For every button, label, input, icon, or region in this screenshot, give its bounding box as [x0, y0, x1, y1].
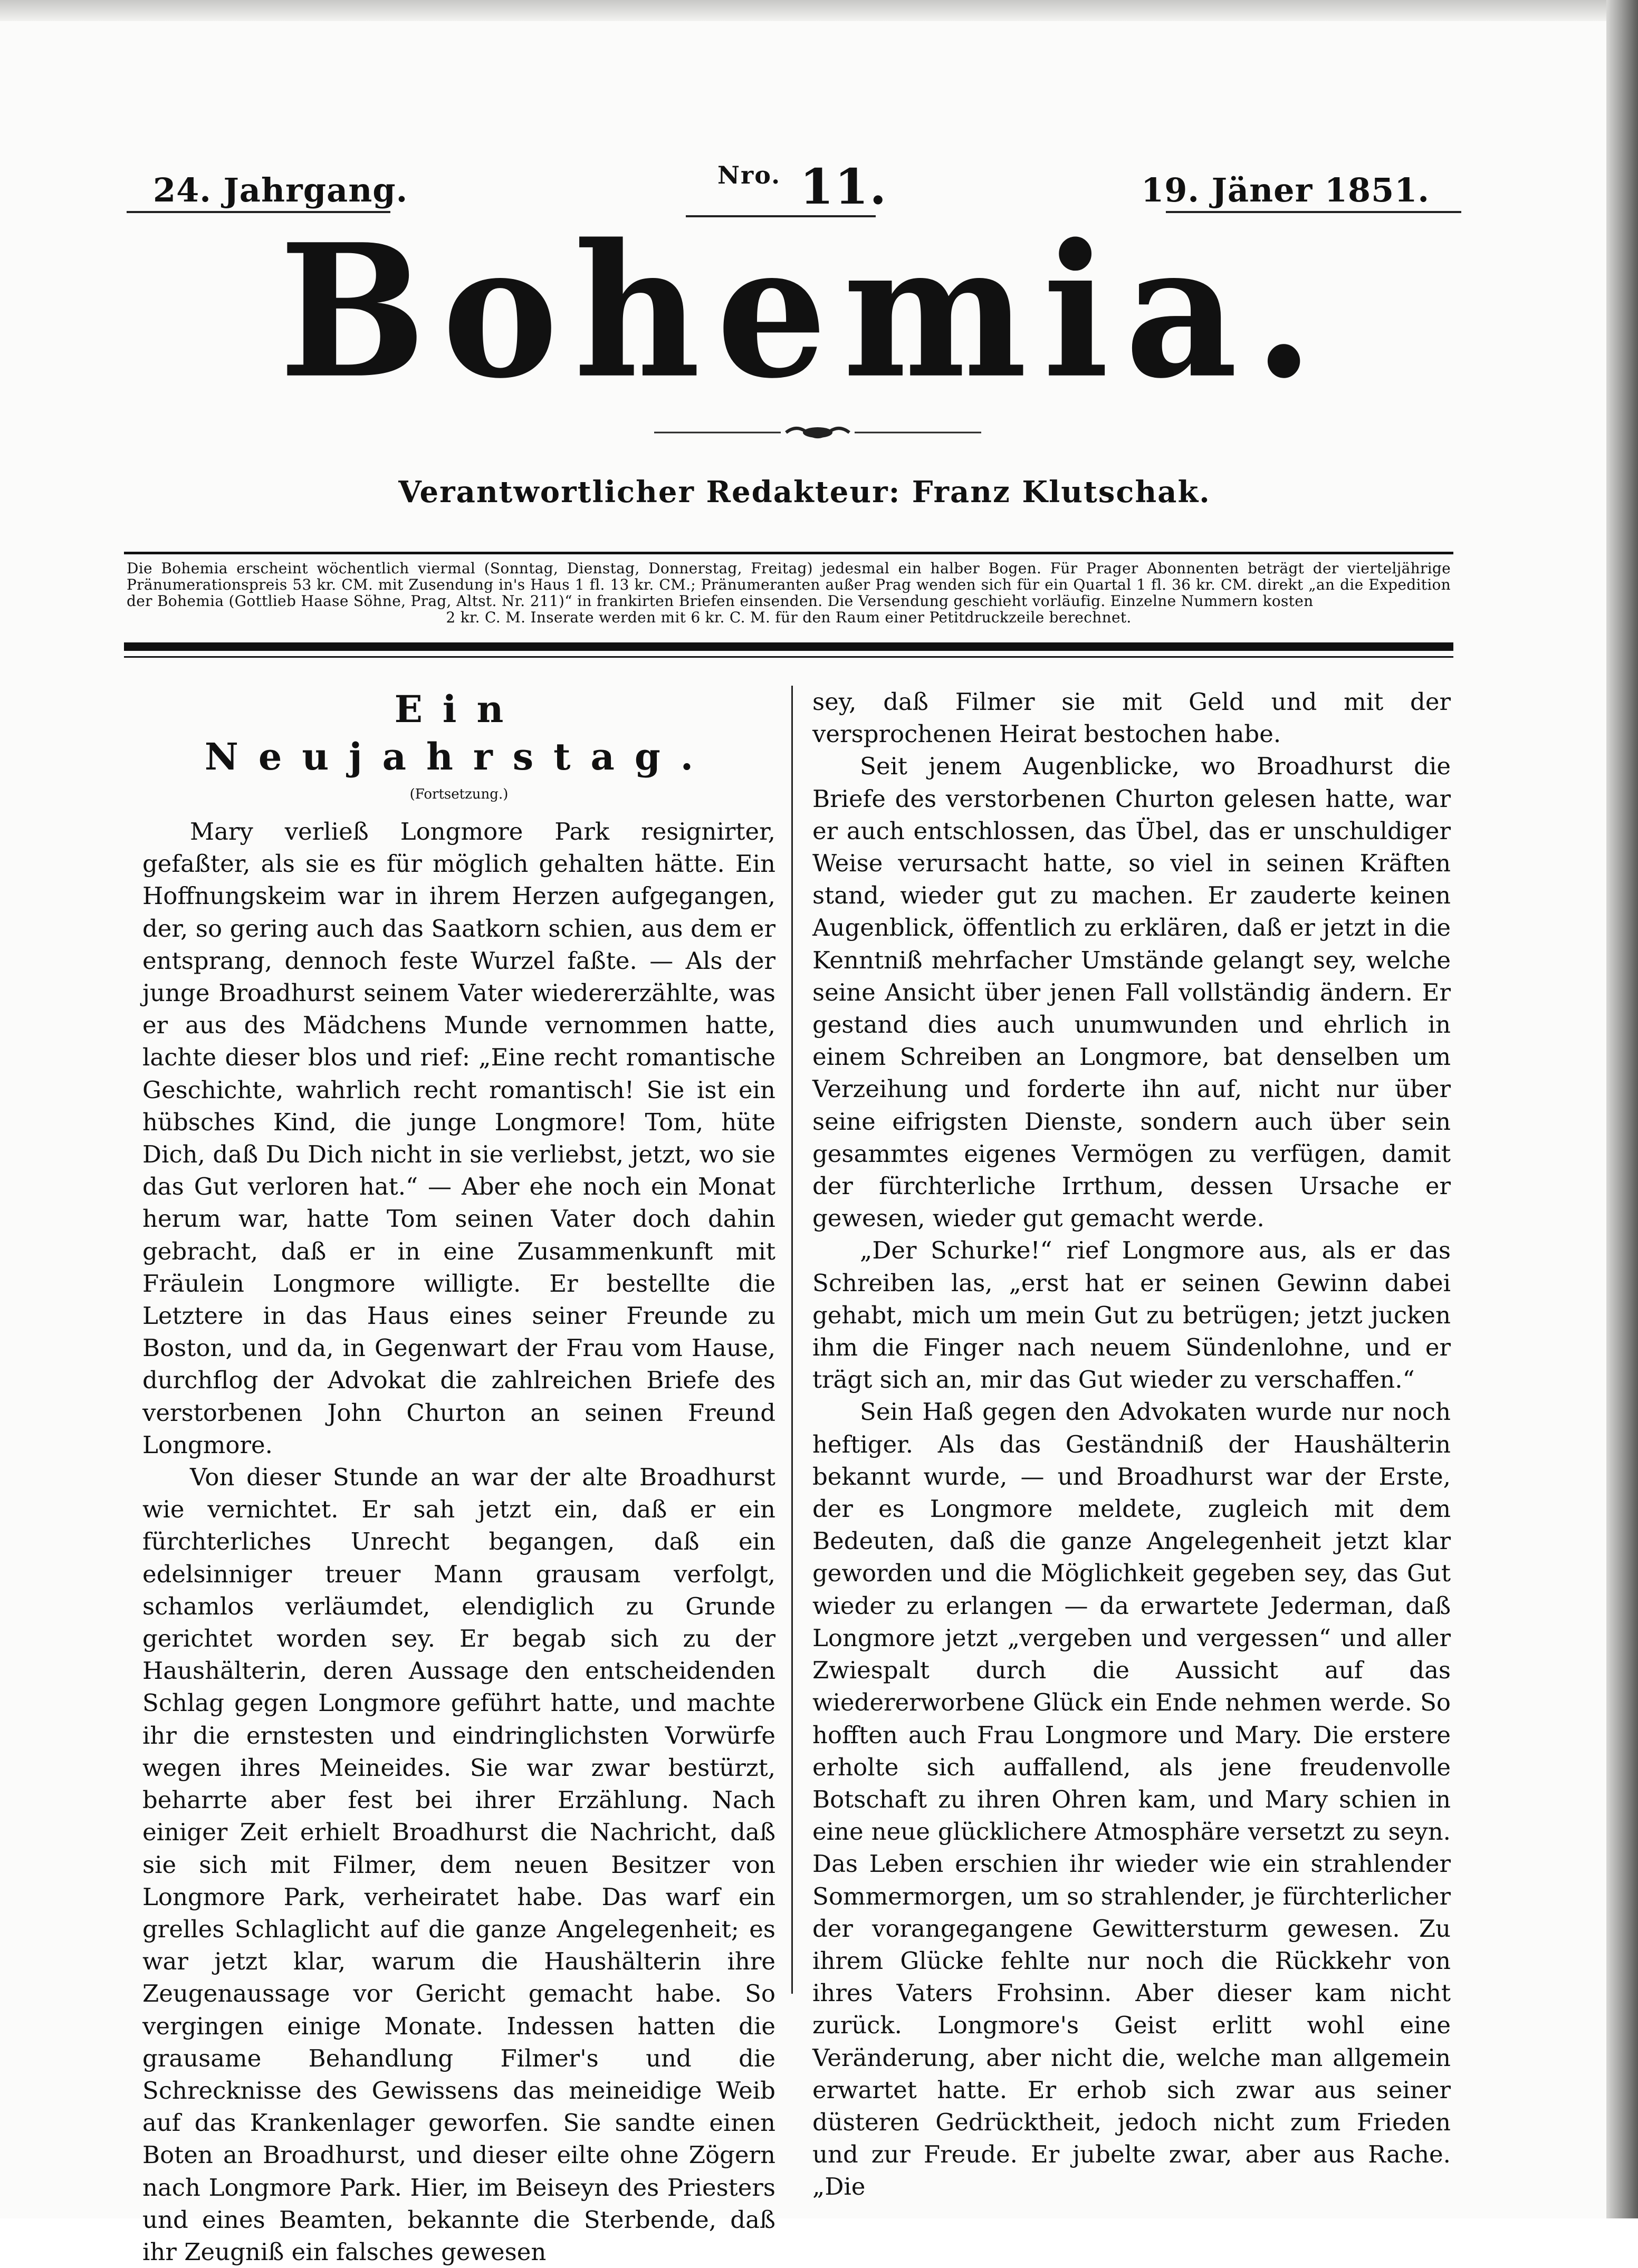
rule-thick: [124, 642, 1453, 651]
rule-above-notice: [124, 552, 1453, 554]
article-subtitle: (Fortsetzung.): [409, 786, 509, 802]
column-divider: [791, 686, 793, 1994]
volume-label: 24. Jahrgang.: [153, 171, 408, 209]
issue-number-value: 11.: [800, 158, 888, 215]
issue-date: 19. Jäner 1851.: [1141, 171, 1430, 209]
rule-below-thick: [124, 656, 1453, 658]
paragraph: sey, daß Filmer sie mit Geld und mit der versprochenen Heirat bestochen habe.: [812, 688, 1451, 748]
paragraph: Von dieser Stunde an war der alte Broadhurst wie vernichtet. Er sah jetzt ein, daß er ein fürchterliches Unrecht begangen, daß ein edelsinniger treuer Mann grausam verfolgt, schamlos verläumdet, elendiglich zu Grunde gerichtet worden sey. Er begab sich zu der Haushälterin, deren Aussage den entscheidenden Schlag gegen Longmore geführt hatte, und machte ihr die ernstesten und eindringlichsten Vorwürfe wegen ihres Meineides. Sie war zwar bestürzt, beharrte aber fest bei ihrer Erzählung. Nach einiger Zeit erhielt Broadhurst die Nachricht, daß sie sich mit Filmer, dem neuen Besitzer von Longmore Park, verheiratet habe. Das warf ein grelles Schlaglicht auf die ganze Angelegenheit; es war jetzt klar, warum die Haushälterin ihre Zeugenaussage vor Gericht gemacht habe. So vergingen einige Monate. Indessen hatten die grausame Behandlung Filmer's und die Schrecknisse des Gewissens das meineidige Weib auf das Krankenlager geworfen. Sie sandte einen Boten an Broadhurst, und dieser eilte ohne Zögern nach Longmore Park. Hier, im Beiseyn des Priesters und eines Beamten, bekannte die Sterbende, daß ihr Zeugniß ein falsches gewesen: [142, 1463, 775, 2266]
editor-line: Verantwortlicher Redakteur: Franz Klutschak.: [398, 475, 1211, 510]
left-column: [142, 686, 775, 2268]
right-column: [812, 686, 1451, 2203]
scan-right-edge: [1606, 0, 1638, 2218]
paragraph: Seit jenem Augenblicke, wo Broadhurst die Briefe des verstorbenen Churton gelesen hatte, war er auch entschlossen, das Übel, das er unschuldiger Weise verursacht hatte, so viel in seinen Kräften stand, wieder gut zu machen. Er zauderte keinen Augenblick, öffentlich zu erklären, daß er jetzt in die Kenntniß mehrfacher Umstände gelangt sey, welche seine Ansicht über jenen Fall vollständig ändern. Er gestand dies auch unumwunden und ehrlich in einem Schreiben an Longmore, bat denselben um Verzeihung und forderte ihn auf, nicht nur über seine eifrigsten Dienste, sondern auch über sein gesammtes eigenes Vermögen zu verfügen, damit der fürchterliche Irrthum, dessen Ursache er gewesen, wieder gut gemacht werde.: [812, 752, 1451, 1233]
subscription-notice: [127, 560, 1451, 626]
paragraph: „Der Schurke!“ rief Longmore aus, als er das Schreiben las, „erst hat er seinen Gewinn dabei gehabt, mich um mein Gut zu betrügen; jetzt jucken ihm die Finger nach neuem Sündenlohne, und er trägt sich an, mir das Gut wieder zu verschaffen.“: [812, 1236, 1451, 1394]
masthead-title: Bohemia.: [279, 204, 1330, 419]
paragraph: Sein Haß gegen den Advokaten wurde nur noch heftiger. Als das Geständniß der Haushälterin bekannt wurde, — und Broadhurst war der Erste, der es Longmore meldete, zugleich mit dem Bedeuten, daß die ganze Angelegenheit jetzt klar geworden und die Möglichkeit gegeben sey, das Gut wieder zu erlangen — da erwartete Jederman, daß Longmore jetzt „vergeben und vergessen“ und aller Zwiespalt durch die Aussicht auf das wiedererworbene Glück ein Ende nehmen werde. So hofften auch Frau Longmore und Mary. Die erstere erholte sich auffallend, als jene freudenvolle Botschaft zu ihren Ohren kam, und Mary schien in eine neue glücklichere Atmosphäre versetzt zu seyn. Das Leben erschien ihr wieder wie ein strahlender Sommermorgen, um so strahlender, je fürchterlicher der vorangegangene Gewittersturm gewesen. Zu ihrem Glücke fehlte nur noch die Rückkehr von ihres Vaters Frohsinn. Aber dieser kam nicht zurück. Longmore's Geist erlitt wohl eine Veränderung, aber nicht die, welche man allgemein erwartet hatte. Er erhob sich zwar aus seiner düsteren Gedrücktheit, jedoch nicht zum Frieden und zur Freude. Er jubelte zwar, aber aus Rache. „Die: [812, 1398, 1451, 2201]
ornament-divider: [654, 422, 981, 443]
article-title: Ein Neujahrstag.: [204, 687, 714, 779]
notice-last-line: 2 kr. C. M. Inserate werden mit 6 kr. C. M. für den Raum einer Petitdruckzeile berechnet.: [446, 609, 1132, 626]
scan-top-edge: [0, 0, 1638, 21]
paragraph: Mary verließ Longmore Park resignirter, gefaßter, als sie es für möglich gehalten hätte. Ein Hoffnungskeim war in ihrem Herzen aufgegangen, der, so gering auch das Saatkorn schien, aus dem er entsprang, dennoch feste Wurzel faßte. — Als der junge Broadhurst seinem Vater wiedererzählte, was er aus des Mädchens Munde vernommen hatte, lachte dieser blos und rief: „Eine recht romantische Geschichte, wahrlich recht romantisch! Sie ist ein hübsches Kind, die junge Longmore! Tom, hüte Dich, daß Du Dich nicht in sie verliebst, jetzt, wo sie das Gut verloren hat.“ — Aber ehe noch ein Monat herum war, hatte Tom seinen Vater doch dahin gebracht, daß er in eine Zusammenkunft mit Fräulein Longmore willigte. Er bestellte die Letztere in das Haus eines seiner Freunde zu Boston, und da, in Gegenwart der Frau vom Hause, durchflog der Advokat die zahlreichen Briefe des verstorbenen John Churton an seinen Freund Longmore.: [142, 818, 775, 1459]
issue-number-prefix: Nro.: [717, 161, 781, 189]
notice-text: Die Bohemia erscheint wöchentlich viermal (Sonntag, Dienstag, Donnerstag, Freitag) jedesmal ein halber Bogen. Für Prager Abonnenten beträgt der vierteljährige Pränumerationspreis 53 kr. CM. mit Zusendung in's Haus 1 fl. 13 kr. CM.; Pränumeranten außer Prag wenden sich für ein Quartal 1 fl. 36 kr. CM. direkt „an die Expedition der Bohemia (Gottlieb Haase Söhne, Prag, Altst. Nr. 211)“ in frankirten Briefen einsenden. Die Versendung geschieht vorläufig. Einzelne Nummern kosten: [127, 560, 1451, 610]
